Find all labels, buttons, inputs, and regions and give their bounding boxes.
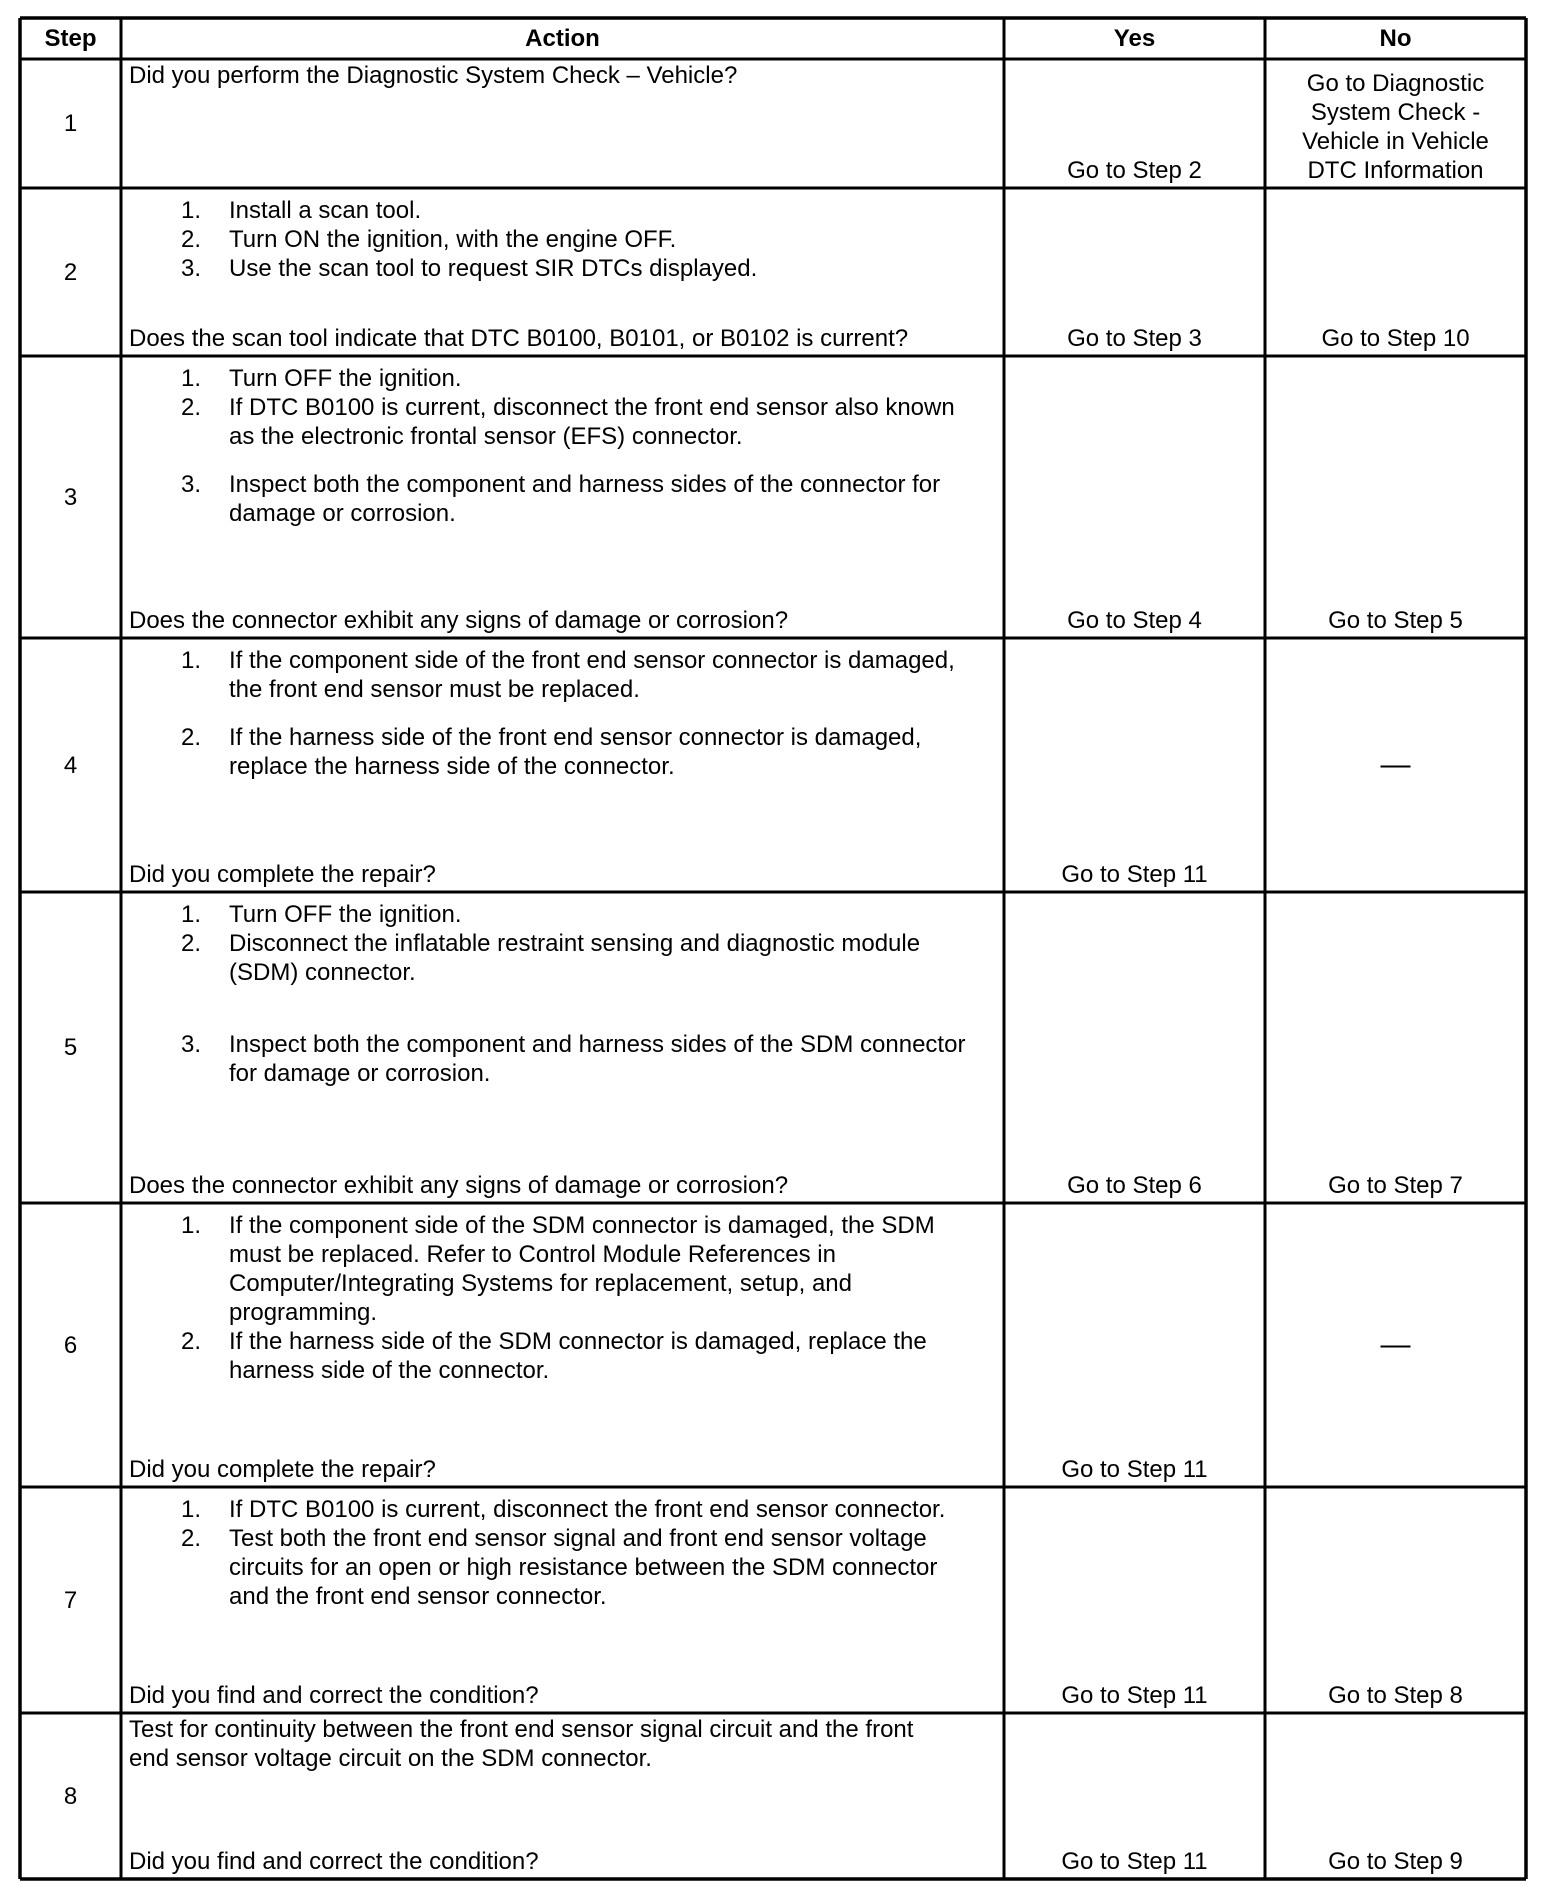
action-question: Does the connector exhibit any signs of damage or corrosion? xyxy=(129,1172,789,1199)
action-question: Did you complete the repair? xyxy=(129,861,436,888)
action-step-number: 2. xyxy=(181,1525,202,1552)
header-no: No xyxy=(1379,25,1412,52)
no-cell xyxy=(1265,894,1526,1201)
yes-outcome: Go to Step 4 xyxy=(1067,607,1202,634)
action-step-number: 3. xyxy=(181,255,202,282)
action-step-number: 1. xyxy=(181,197,202,224)
action-step-line: circuits for an open or high resistance between the SDM connector xyxy=(229,1554,938,1581)
action-step-line: as the electronic frontal sensor (EFS) connector. xyxy=(229,423,743,450)
action-step-line: Turn ON the ignition, with the engine OFF. xyxy=(229,226,677,253)
action-step-line: programming. xyxy=(229,1299,378,1326)
yes-outcome: Go to Step 2 xyxy=(1067,157,1202,184)
action-step-number: 1. xyxy=(181,365,202,392)
action-step-line: the front end sensor must be replaced. xyxy=(229,676,640,703)
action-intro xyxy=(129,1715,1000,1773)
action-step-number: 2. xyxy=(181,724,202,751)
action-cell xyxy=(121,59,1004,186)
yes-cell xyxy=(1004,190,1265,354)
action-cell xyxy=(121,356,1004,636)
no-cell xyxy=(1265,1715,1526,1877)
action-step-number: 3. xyxy=(181,471,202,498)
action-step-number: 2. xyxy=(181,394,202,421)
action-step-item xyxy=(129,254,1000,283)
action-step-line: If the harness side of the SDM connector is damaged, replace the xyxy=(229,1328,927,1355)
action-step-line: Inspect both the component and harness sides of the SDM connector xyxy=(229,1031,966,1058)
action-step-line: If the component side of the front end sensor connector is damaged, xyxy=(229,647,955,674)
no-cell xyxy=(1265,1205,1526,1485)
action-cell xyxy=(121,638,1004,890)
action-step-line: and the front end sensor connector. xyxy=(229,1583,607,1610)
yes-outcome: Go to Step 11 xyxy=(1061,1848,1208,1875)
action-step-number: 1. xyxy=(181,647,202,674)
yes-cell xyxy=(1004,1715,1265,1877)
action-step-line: Use the scan tool to request SIR DTCs displayed. xyxy=(229,255,758,282)
action-step-line: (SDM) connector. xyxy=(229,959,416,986)
action-step-item xyxy=(129,364,1000,393)
no-outcome-line: Vehicle in Vehicle xyxy=(1302,128,1489,155)
no-outcome: Go to Step 9 xyxy=(1328,1848,1463,1875)
action-step-item xyxy=(129,900,1000,929)
action-steps xyxy=(129,646,1000,781)
action-step-line: Disconnect the inflatable restraint sensing and diagnostic module xyxy=(229,930,921,957)
action-intro: Did you perform the Diagnostic System Check – Vehicle? xyxy=(129,62,738,89)
action-step-line: Install a scan tool. xyxy=(229,197,422,224)
action-question: Does the connector exhibit any signs of damage or corrosion? xyxy=(129,607,789,634)
action-step-line: must be replaced. Refer to Control Module References in xyxy=(229,1241,836,1268)
action-question: Did you complete the repair? xyxy=(129,1456,436,1483)
action-step-line: Inspect both the component and harness sides of the connector for xyxy=(229,471,941,498)
header-step: Step xyxy=(44,25,97,52)
action-intro-line: Test for continuity between the front end sensor signal circuit and the front xyxy=(129,1716,914,1743)
step-number: 6 xyxy=(63,1331,78,1359)
action-step-number: 3. xyxy=(181,1031,202,1058)
action-step-number: 1. xyxy=(181,1496,202,1523)
no-outcome-dash: — xyxy=(1380,748,1411,781)
action-step-number: 2. xyxy=(181,1328,202,1355)
yes-outcome: Go to Step 11 xyxy=(1061,1682,1208,1709)
action-step-line: harness side of the connector. xyxy=(229,1357,550,1384)
action-step-line: Test both the front end sensor signal and front end sensor voltage xyxy=(229,1525,927,1552)
action-steps xyxy=(129,900,1000,1088)
no-outcome-dash: — xyxy=(1380,1328,1411,1361)
yes-cell xyxy=(1004,358,1265,636)
action-step-line: If the component side of the SDM connector is damaged, the SDM xyxy=(229,1212,935,1239)
no-outcome: Go to Step 7 xyxy=(1328,1172,1463,1199)
action-step-line: Turn OFF the ignition. xyxy=(229,901,462,928)
action-steps xyxy=(129,1495,1000,1611)
no-cell xyxy=(1265,190,1526,354)
no-outcome-line: Go to Diagnostic xyxy=(1306,70,1485,97)
action-question: Did you find and correct the condition? xyxy=(129,1848,539,1875)
action-steps xyxy=(129,1211,1000,1385)
no-cell xyxy=(1265,1489,1526,1711)
action-question: Did you find and correct the condition? xyxy=(129,1682,539,1709)
action-step-line: If the harness side of the front end sensor connector is damaged, xyxy=(229,724,922,751)
action-step-item xyxy=(129,1327,1000,1385)
no-outcome-line: System Check - xyxy=(1310,99,1481,126)
action-cell xyxy=(121,1487,1004,1711)
action-step-item xyxy=(129,1524,1000,1611)
yes-outcome: Go to Step 11 xyxy=(1061,1456,1208,1483)
action-step-line: Turn OFF the ignition. xyxy=(229,365,462,392)
no-cell xyxy=(1265,61,1526,186)
action-step-line: for damage or corrosion. xyxy=(229,1060,491,1087)
yes-outcome: Go to Step 11 xyxy=(1061,861,1208,888)
step-number: 4 xyxy=(63,751,78,779)
action-cell xyxy=(121,188,1004,354)
step-number: 1 xyxy=(63,110,78,137)
action-step-item xyxy=(129,196,1000,225)
action-step-item xyxy=(129,393,1000,451)
action-step-item xyxy=(129,723,1000,781)
action-cell xyxy=(121,1203,1004,1485)
action-step-item xyxy=(129,1030,1000,1088)
action-step-item xyxy=(129,1211,1000,1327)
action-step-line: replace the harness side of the connector. xyxy=(229,753,675,780)
yes-cell xyxy=(1004,894,1265,1201)
action-step-line: If DTC B0100 is current, disconnect the front end sensor connector. xyxy=(229,1496,946,1523)
action-step-number: 1. xyxy=(181,901,202,928)
no-cell xyxy=(1265,640,1526,890)
yes-cell xyxy=(1004,1489,1265,1711)
header-yes: Yes xyxy=(1113,25,1156,52)
action-step-line: Computer/Integrating Systems for replacement, setup, and xyxy=(229,1270,852,1297)
action-step-line: damage or corrosion. xyxy=(229,500,456,527)
no-outcome-line: DTC Information xyxy=(1307,157,1484,184)
action-step-item xyxy=(129,646,1000,704)
action-step-item xyxy=(129,1495,1000,1524)
action-step-item xyxy=(129,225,1000,254)
step-number: 2 xyxy=(63,258,78,286)
action-question: Does the scan tool indicate that DTC B0100, B0101, or B0102 is current? xyxy=(129,325,909,352)
step-number: 5 xyxy=(63,1034,78,1061)
action-step-number: 2. xyxy=(181,930,202,957)
action-step-number: 1. xyxy=(181,1212,202,1239)
yes-outcome: Go to Step 3 xyxy=(1067,325,1202,352)
no-cell xyxy=(1265,358,1526,636)
step-number: 3 xyxy=(63,483,78,511)
action-step-item xyxy=(129,470,1000,528)
no-outcome: Go to Step 5 xyxy=(1328,607,1463,634)
yes-cell xyxy=(1004,640,1265,890)
action-step-item xyxy=(129,929,1000,987)
step-number: 8 xyxy=(63,1782,78,1810)
header-action: Action xyxy=(525,25,600,52)
yes-cell xyxy=(1004,1205,1265,1485)
yes-outcome: Go to Step 6 xyxy=(1067,1172,1202,1199)
action-intro-line: end sensor voltage circuit on the SDM connector. xyxy=(129,1745,652,1772)
action-cell xyxy=(121,892,1004,1201)
no-outcome: Go to Step 10 xyxy=(1321,325,1470,352)
action-cell xyxy=(121,1713,1004,1877)
action-step-number: 2. xyxy=(181,226,202,253)
action-steps xyxy=(129,364,1000,528)
action-steps xyxy=(129,196,1000,283)
action-step-line: If DTC B0100 is current, disconnect the front end sensor also known xyxy=(229,394,955,421)
no-outcome: Go to Step 8 xyxy=(1328,1682,1463,1709)
step-number: 7 xyxy=(63,1586,78,1614)
yes-cell xyxy=(1004,61,1265,186)
